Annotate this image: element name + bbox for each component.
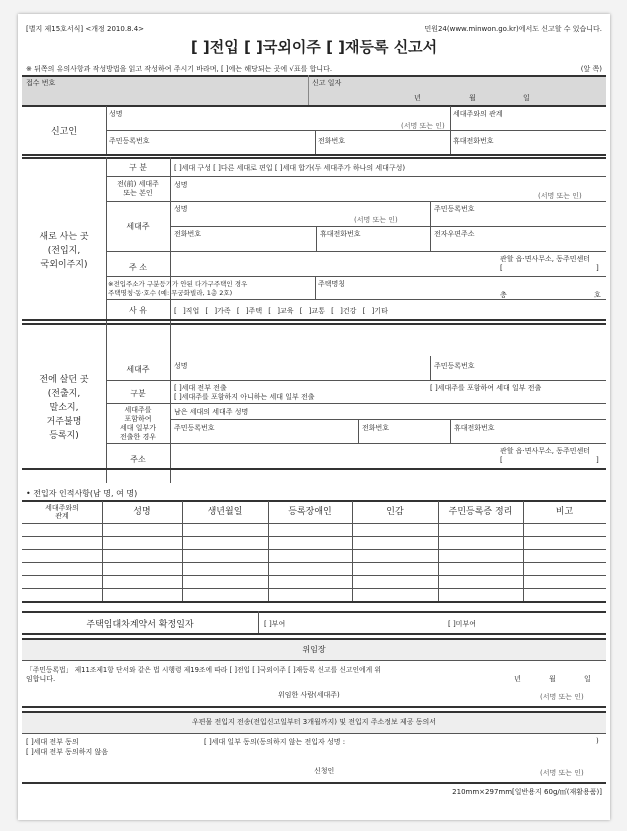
remaining-phone-label: 전화번호 xyxy=(362,424,390,432)
new-head-mobile-label: 휴대전화번호 xyxy=(320,230,361,238)
old-address-section-1: 전에 살던 곳 xyxy=(39,375,89,385)
prev-head-sign: (서명 또는 인) xyxy=(538,192,582,200)
new-head-phone-label: 전화번호 xyxy=(174,230,202,238)
partial-move-label-2: 포함하여 xyxy=(124,415,152,423)
persons-column-header: 등록장애인 xyxy=(288,507,332,517)
old-head-name-label: 성명 xyxy=(174,362,188,370)
lease-label: 주택임대차계약서 확정일자 xyxy=(86,620,194,630)
new-head-rrn-label: 주민등록번호 xyxy=(434,205,475,213)
lease-option-no: [ ]미부여 xyxy=(448,620,476,628)
persons-column-header: 비고 xyxy=(555,507,574,517)
receipt-number-label: 접수 번호 xyxy=(26,79,56,87)
persons-column-header: 성명 xyxy=(133,507,151,517)
house-name-label: 주택명칭 xyxy=(318,280,346,288)
reporter-phone-label: 전화번호 xyxy=(318,137,346,145)
new-head-email-label: 전자우편주소 xyxy=(434,230,475,238)
consent-title: 우편물 전입지 전송(전입신고일부터 3개월까지) 및 전입지 주소정보 제공 동의서 xyxy=(191,718,437,726)
partial-move-label-3: 세대 일부가 xyxy=(119,424,157,432)
prev-head-label-2: 또는 본인 xyxy=(123,189,153,197)
new-address-section-1: 새로 사는 곳 xyxy=(39,232,89,242)
persons-table-header xyxy=(22,501,606,523)
old-head-rrn-label: 주민등록번호 xyxy=(434,362,475,370)
delegation-day: 일 xyxy=(584,675,591,683)
new-head-sign: (서명 또는 인) xyxy=(354,216,398,224)
floor-label: 층 xyxy=(500,291,507,299)
old-address-section-3: 말소지, xyxy=(49,403,79,413)
new-office-label: 관할 읍·면사무소, 동주민센터 xyxy=(500,255,591,263)
reporter-section: 신고인 xyxy=(50,127,78,137)
delegator-label: 위임한 사람(세대주) xyxy=(278,691,340,699)
form-number: [별지 제15호서식] <개정 2010.8.4> xyxy=(26,25,145,33)
date-day: 일 xyxy=(523,94,530,102)
persons-column-header: 생년월일 xyxy=(207,507,243,517)
page-side: (앞 쪽) xyxy=(580,65,602,73)
persons-column-header: 세대주와의 관계 xyxy=(45,504,79,520)
delegation-title: 위임장 xyxy=(302,645,326,654)
new-address-section-2: (전입지, xyxy=(47,246,81,256)
new-head-name-label: 성명 xyxy=(174,205,188,213)
persons-title: • 전입자 인적사항(남 명, 여 명) xyxy=(26,489,138,498)
applicant-label: 신청인 xyxy=(314,767,335,775)
old-bracket-close: ] xyxy=(596,456,599,464)
new-address-label: 주 소 xyxy=(129,263,147,272)
relation-label: 세대주와의 관계 xyxy=(453,110,503,118)
new-bracket-open: [ xyxy=(500,264,503,272)
remaining-rrn-label: 주민등록번호 xyxy=(174,424,215,432)
delegation-text-1: 「주민등록법」 제11조제1항 단서와 같은 법 시행령 제19조에 따라 [ ]전입 [ ]국외이주 [ ]재등록 신고를 신고인에게 위 xyxy=(26,666,381,674)
room-label: 호 xyxy=(594,291,601,299)
date-month: 월 xyxy=(469,94,476,102)
reporter-rrn-label: 주민등록번호 xyxy=(109,137,150,145)
consent-option-all: [ ]세대 전부 동의 xyxy=(26,738,79,746)
multi-house-note-1: ※전입주소가 구분등기가 안된 다가구주택인 경우 xyxy=(108,280,248,288)
remaining-head-label: 남은 세대의 세대주 성명 xyxy=(174,408,249,416)
old-division-label: 구분 xyxy=(130,389,146,398)
partial-move-label-1: 세대주를 xyxy=(124,406,152,414)
page-title: [ ]전입 [ ]국외이주 [ ]재등록 신고서 xyxy=(190,38,438,56)
reporter-sign: (서명 또는 인) xyxy=(401,122,445,130)
new-bracket-close: ] xyxy=(596,264,599,272)
reporter-name-label: 성명 xyxy=(109,110,123,118)
persons-column-header: 인감 xyxy=(386,507,404,517)
delegation-year: 년 xyxy=(514,675,521,683)
date-year: 년 xyxy=(414,94,421,102)
delegation-month: 월 xyxy=(549,675,556,683)
consent-option-partial-close: ) xyxy=(596,737,599,745)
form-sheet xyxy=(18,14,610,820)
remaining-mobile-label: 휴대전화번호 xyxy=(454,424,495,432)
instruction: ※ 뒤쪽의 유의사항과 작성방법을 읽고 작성하여 주시기 바라며, [ ]에는 해당되는 곳에 √표를 합니다. xyxy=(26,65,333,73)
old-office-label: 관할 읍·면사무소, 동주민센터 xyxy=(500,447,591,455)
division-options: [ ]세대 구성 [ ]다른 세대로 편입 [ ]세대 합가(두 세대주가 하나의 세대구성) xyxy=(174,164,406,172)
old-address-section-5: 등록지) xyxy=(49,431,79,441)
new-head-label: 세대주 xyxy=(126,222,150,231)
paper-spec: 210mm×297mm[일반용지 60g/㎡(재활용품)] xyxy=(452,788,602,796)
old-division-opt3: [ ]세대주를 포함하여 세대 일부 전출 xyxy=(430,384,542,392)
prev-head-label-1: 전(前) 세대주 xyxy=(117,180,159,188)
multi-house-note-2: 주택명칭·동·호수 (예: 무궁화빌라, 1층 2호) xyxy=(108,289,233,297)
delegation-text-2: 임합니다. xyxy=(26,675,56,683)
report-date-label: 신고 일자 xyxy=(312,79,342,87)
old-address-section-2: (전출지, xyxy=(47,389,81,399)
partial-move-label-4: 전출한 경우 xyxy=(119,433,157,441)
reporter-mobile-label: 휴대전화번호 xyxy=(453,137,494,145)
old-division-opt2: [ ]세대주를 포함하지 아니하는 세대 일부 전출 xyxy=(174,393,315,401)
prev-head-name-label: 성명 xyxy=(174,181,188,189)
applicant-sign: (서명 또는 인) xyxy=(540,769,584,777)
old-address-section-4: 거주불명 xyxy=(46,417,82,427)
reason-options: [ ]직업 [ ]가족 [ ]주택 [ ]교육 [ ]교통 [ ]건강 [ ]기타 xyxy=(174,307,388,315)
old-bracket-open: [ xyxy=(500,456,503,464)
consent-option-none: [ ]세대 전부 동의하지 않음 xyxy=(26,748,108,756)
delegator-sign: (서명 또는 인) xyxy=(540,693,584,701)
new-address-section-3: 국외이주지) xyxy=(40,260,88,270)
old-head-label: 세대주 xyxy=(126,365,150,374)
reason-label: 사 유 xyxy=(129,306,147,315)
online-notice: 민원24(www.minwon.go.kr)에서도 신고할 수 있습니다. xyxy=(424,25,602,33)
division-label: 구 분 xyxy=(129,163,147,172)
consent-option-partial: [ ]세대 일부 동의(동의하지 않는 전입자 성명 : xyxy=(204,738,346,746)
old-address-label: 주소 xyxy=(130,455,146,464)
old-division-opt1: [ ]세대 전부 전출 xyxy=(174,384,227,392)
lease-option-yes: [ ]부여 xyxy=(264,620,286,628)
persons-column-header: 주민등록증 정리 xyxy=(448,507,513,517)
